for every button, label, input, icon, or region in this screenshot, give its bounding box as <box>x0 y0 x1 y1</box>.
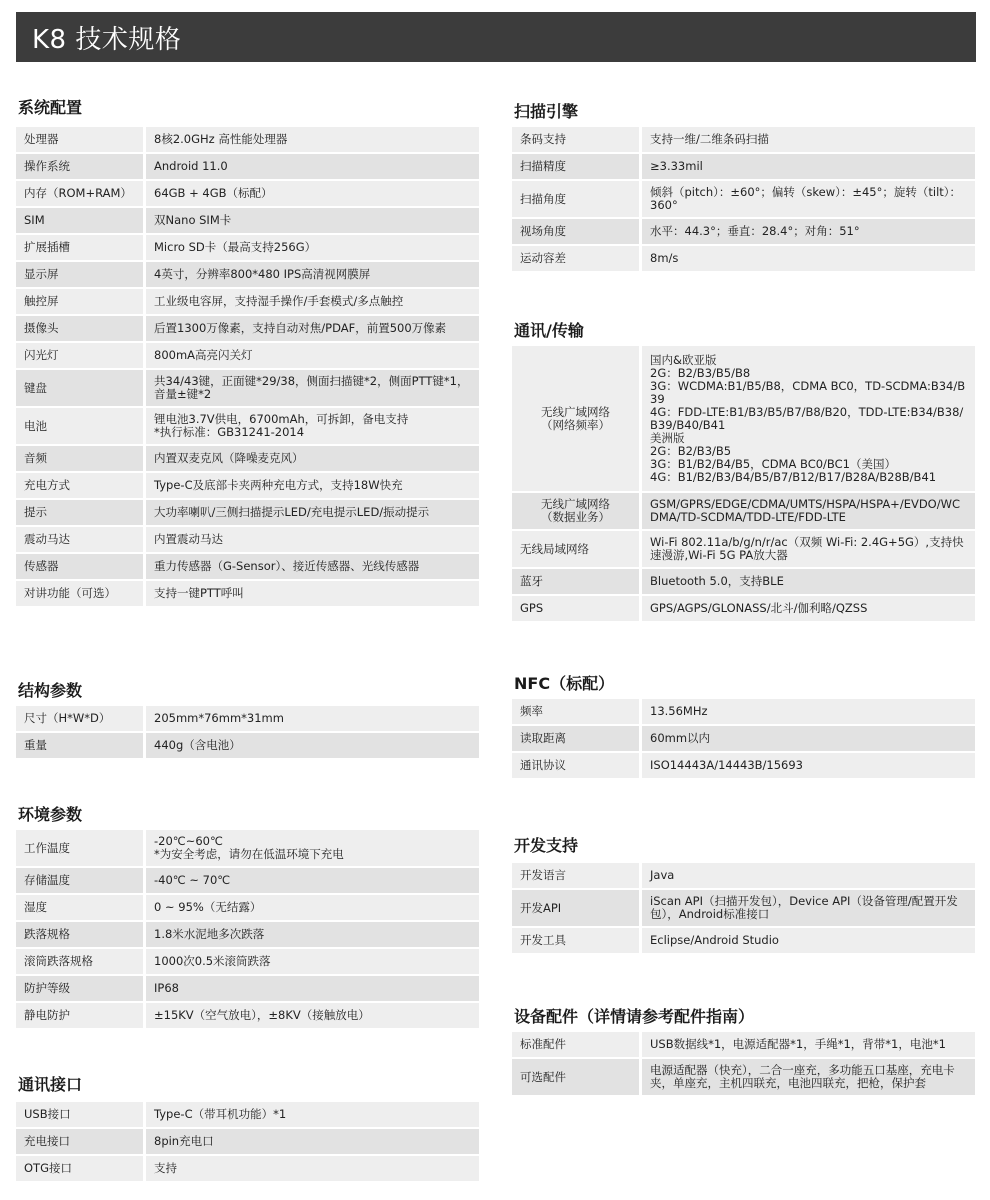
table-row <box>512 181 975 219</box>
spec-label: 电池 <box>16 408 146 446</box>
spec-value: 支持 <box>146 1156 479 1183</box>
spec-label: 震动马达 <box>16 527 146 554</box>
table-row <box>16 1156 479 1183</box>
spec-label: 无线局域网络 <box>512 531 642 569</box>
table-row <box>16 706 479 733</box>
spec-value: 电源适配器（快充），二合一座充，多功能五口基座，充电卡夹，单座充，主机四联充，电池四联充，把枪，保护套 <box>642 1059 975 1097</box>
spec-label: 湿度 <box>16 895 146 922</box>
spec-label: 滚筒跌落规格 <box>16 949 146 976</box>
spec-value: Java <box>642 863 975 890</box>
section-title-environment: 环境参数 <box>18 805 83 824</box>
spec-value: 800mA高亮闪关灯 <box>146 343 479 370</box>
spec-label: 跌落规格 <box>16 922 146 949</box>
table-row <box>512 928 975 955</box>
table-row <box>16 289 479 316</box>
spec-value: 0 ~ 95%（无结露） <box>146 895 479 922</box>
table-row <box>16 127 479 154</box>
table-row <box>16 154 479 181</box>
section-title-nfc: NFC（标配） <box>514 674 615 693</box>
spec-label: 防护等级 <box>16 976 146 1003</box>
spec-value: Android 11.0 <box>146 154 479 181</box>
spec-label: 处理器 <box>16 127 146 154</box>
spec-value: 支持一维/二维条码扫描 <box>642 127 975 154</box>
table-row <box>512 154 975 181</box>
section-title-scan: 扫描引擎 <box>514 102 579 121</box>
spec-label: 音频 <box>16 446 146 473</box>
spec-label: 工作温度 <box>16 830 146 868</box>
spec-label: SIM <box>16 208 146 235</box>
spec-table-nfc <box>512 699 975 780</box>
spec-table-system <box>16 127 479 608</box>
spec-label: 传感器 <box>16 554 146 581</box>
spec-label: 存储温度 <box>16 868 146 895</box>
spec-label: 开发API <box>512 890 642 928</box>
spec-label: 蓝牙 <box>512 569 642 596</box>
table-row <box>512 246 975 273</box>
table-row <box>512 531 975 569</box>
spec-value: 后置1300万像素，支持自动对焦/PDAF，前置500万像素 <box>146 316 479 343</box>
spec-label: 充电方式 <box>16 473 146 500</box>
spec-label: 开发工具 <box>512 928 642 955</box>
spec-value: 工业级电容屏，支持湿手操作/手套模式/多点触控 <box>146 289 479 316</box>
table-row <box>512 346 975 493</box>
spec-value: 大功率喇叭/三侧扫描提示LED/充电提示LED/振动提示 <box>146 500 479 527</box>
spec-value: 1.8米水泥地多次跌落 <box>146 922 479 949</box>
spec-value: Micro SD卡（最高支持256G） <box>146 235 479 262</box>
table-row <box>16 1102 479 1129</box>
spec-label: 条码支持 <box>512 127 642 154</box>
table-row <box>512 1032 975 1059</box>
section-title-structure: 结构参数 <box>18 681 83 700</box>
spec-label: 可选配件 <box>512 1059 642 1097</box>
page-title-text: K8 技术规格 <box>32 24 182 55</box>
table-row <box>512 753 975 780</box>
spec-table-dev <box>512 863 975 955</box>
table-row <box>16 949 479 976</box>
spec-label: OTG接口 <box>16 1156 146 1183</box>
spec-value: 8pin充电口 <box>146 1129 479 1156</box>
table-row <box>16 554 479 581</box>
spec-label: 静电防护 <box>16 1003 146 1030</box>
spec-label: 通讯协议 <box>512 753 642 780</box>
table-row <box>512 726 975 753</box>
spec-value: -40℃ ~ 70℃ <box>146 868 479 895</box>
table-row <box>512 127 975 154</box>
spec-value: 13.56MHz <box>642 699 975 726</box>
spec-value: 205mm*76mm*31mm <box>146 706 479 733</box>
spec-value: 8m/s <box>642 246 975 273</box>
spec-label: 重量 <box>16 733 146 760</box>
spec-value: 重力传感器（G-Sensor）、接近传感器、光线传感器 <box>146 554 479 581</box>
page-title <box>16 12 976 62</box>
table-row <box>512 890 975 928</box>
table-row <box>512 569 975 596</box>
table-row <box>16 895 479 922</box>
spec-value: ISO14443A/14443B/15693 <box>642 753 975 780</box>
spec-value: Wi-Fi 802.11a/b/g/n/r/ac（双频 Wi-Fi: 2.4G+5G）,支持快速漫游,Wi-Fi 5G PA放大器 <box>642 531 975 569</box>
spec-table-acc <box>512 1032 975 1097</box>
section-title-dev: 开发支持 <box>514 836 579 855</box>
table-row <box>16 527 479 554</box>
spec-value: 双Nano SIM卡 <box>146 208 479 235</box>
spec-value: 支持一键PTT呼叫 <box>146 581 479 608</box>
table-row <box>16 370 479 408</box>
spec-label: GPS <box>512 596 642 623</box>
spec-label: 触控屏 <box>16 289 146 316</box>
spec-label: 无线广域网络 （网络频率） <box>512 346 642 493</box>
table-row <box>16 1003 479 1030</box>
table-row <box>16 868 479 895</box>
spec-label: 标准配件 <box>512 1032 642 1059</box>
spec-label: 键盘 <box>16 370 146 408</box>
spec-value: ±15KV（空气放电），±8KV（接触放电） <box>146 1003 479 1030</box>
table-row <box>16 262 479 289</box>
spec-value: 国内&欧亚版 2G：B2/B3/B5/B8 3G：WCDMA:B1/B5/B8，CDMA BC0，TD-SCDMA:B34/B39 4G：FDD-LTE:B1/B3/B5/B7/B8/B20，TDD-LTE:B34/B38/B39/B40/B41 美洲版 2G：B2/B3/B5 3G：B1/B2/B4/B5，CDMA BC0/BC1（美国） 4G：B1/B2/B3/B4/B5/B7/B12/B17/B28A/B28B/B41 <box>642 346 975 493</box>
spec-value: Type-C及底部卡夹两种充电方式，支持18W快充 <box>146 473 479 500</box>
table-row <box>512 863 975 890</box>
table-row <box>16 830 479 868</box>
table-row <box>16 581 479 608</box>
spec-value: 共34/43键，正面键*29/38，侧面扫描键*2，侧面PTT键*1，音量±键*2 <box>146 370 479 408</box>
spec-table-environment <box>16 830 479 1030</box>
spec-label: 运动容差 <box>512 246 642 273</box>
section-title-acc: 设备配件（详情请参考配件指南） <box>514 1007 755 1026</box>
spec-value: 锂电池3.7V供电，6700mAh，可拆卸，备电支持 *执行标准：GB31241-2014 <box>146 408 479 446</box>
spec-value: 内置双麦克风（降噪麦克风） <box>146 446 479 473</box>
spec-label: 无线广域网络 （数据业务） <box>512 493 642 531</box>
spec-table-structure <box>16 706 479 760</box>
spec-value: 1000次0.5米滚筒跌落 <box>146 949 479 976</box>
table-row <box>16 408 479 446</box>
spec-value: 440g（含电池） <box>146 733 479 760</box>
spec-label: 频率 <box>512 699 642 726</box>
spec-table-scan <box>512 127 975 273</box>
table-row <box>512 493 975 531</box>
table-row <box>16 316 479 343</box>
table-row <box>512 596 975 623</box>
spec-value: 水平：44.3°；垂直：28.4°；对角：51° <box>642 219 975 246</box>
spec-value: Type-C（带耳机功能）*1 <box>146 1102 479 1129</box>
spec-value: 64GB + 4GB（标配） <box>146 181 479 208</box>
spec-label: 摄像头 <box>16 316 146 343</box>
table-row <box>16 922 479 949</box>
spec-value: -20℃~60℃ *为安全考虑，请勿在低温环境下充电 <box>146 830 479 868</box>
table-row <box>512 219 975 246</box>
spec-label: 闪光灯 <box>16 343 146 370</box>
spec-value: ≥3.33mil <box>642 154 975 181</box>
spec-value: USB数据线*1，电源适配器*1，手绳*1，背带*1，电池*1 <box>642 1032 975 1059</box>
spec-label: 对讲功能（可选） <box>16 581 146 608</box>
spec-value: IP68 <box>146 976 479 1003</box>
spec-label: 显示屏 <box>16 262 146 289</box>
spec-label: 扫描角度 <box>512 181 642 219</box>
spec-label: 扫描精度 <box>512 154 642 181</box>
spec-label: 内存（ROM+RAM） <box>16 181 146 208</box>
spec-label: 扩展插槽 <box>16 235 146 262</box>
table-row <box>16 500 479 527</box>
spec-value: 8核2.0GHz 高性能处理器 <box>146 127 479 154</box>
table-row <box>512 699 975 726</box>
spec-value: iScan API（扫描开发包），Device API（设备管理/配置开发包），Android标准接口 <box>642 890 975 928</box>
table-row <box>16 473 479 500</box>
spec-value: 倾斜（pitch）：±60°；偏转（skew）：±45°；旋转（tilt）：360° <box>642 181 975 219</box>
spec-value: 60mm以内 <box>642 726 975 753</box>
spec-value: GPS/AGPS/GLONASS/北斗/伽利略/QZSS <box>642 596 975 623</box>
table-row <box>16 976 479 1003</box>
spec-table-ports <box>16 1102 479 1183</box>
spec-label: 读取距离 <box>512 726 642 753</box>
spec-label: 视场角度 <box>512 219 642 246</box>
section-title-ports: 通讯接口 <box>18 1075 83 1094</box>
table-row <box>16 235 479 262</box>
table-row <box>16 446 479 473</box>
spec-label: 充电接口 <box>16 1129 146 1156</box>
spec-value: 4英寸，分辨率800*480 IPS高清视网膜屏 <box>146 262 479 289</box>
table-row <box>16 733 479 760</box>
table-row <box>16 1129 479 1156</box>
spec-table-comm <box>512 346 975 623</box>
section-title-comm: 通讯/传输 <box>514 321 584 340</box>
table-row <box>16 343 479 370</box>
table-row <box>512 1059 975 1097</box>
spec-value: Eclipse/Android Studio <box>642 928 975 955</box>
spec-value: 内置震动马达 <box>146 527 479 554</box>
spec-label: 操作系统 <box>16 154 146 181</box>
spec-label: 尺寸（H*W*D） <box>16 706 146 733</box>
spec-label: USB接口 <box>16 1102 146 1129</box>
spec-label: 提示 <box>16 500 146 527</box>
table-row <box>16 208 479 235</box>
spec-value: GSM/GPRS/EDGE/CDMA/UMTS/HSPA/HSPA+/EVDO/WCDMA/TD-SCDMA/TDD-LTE/FDD-LTE <box>642 493 975 531</box>
spec-value: Bluetooth 5.0，支持BLE <box>642 569 975 596</box>
spec-label: 开发语言 <box>512 863 642 890</box>
section-title-system: 系统配置 <box>18 98 83 117</box>
table-row <box>16 181 479 208</box>
